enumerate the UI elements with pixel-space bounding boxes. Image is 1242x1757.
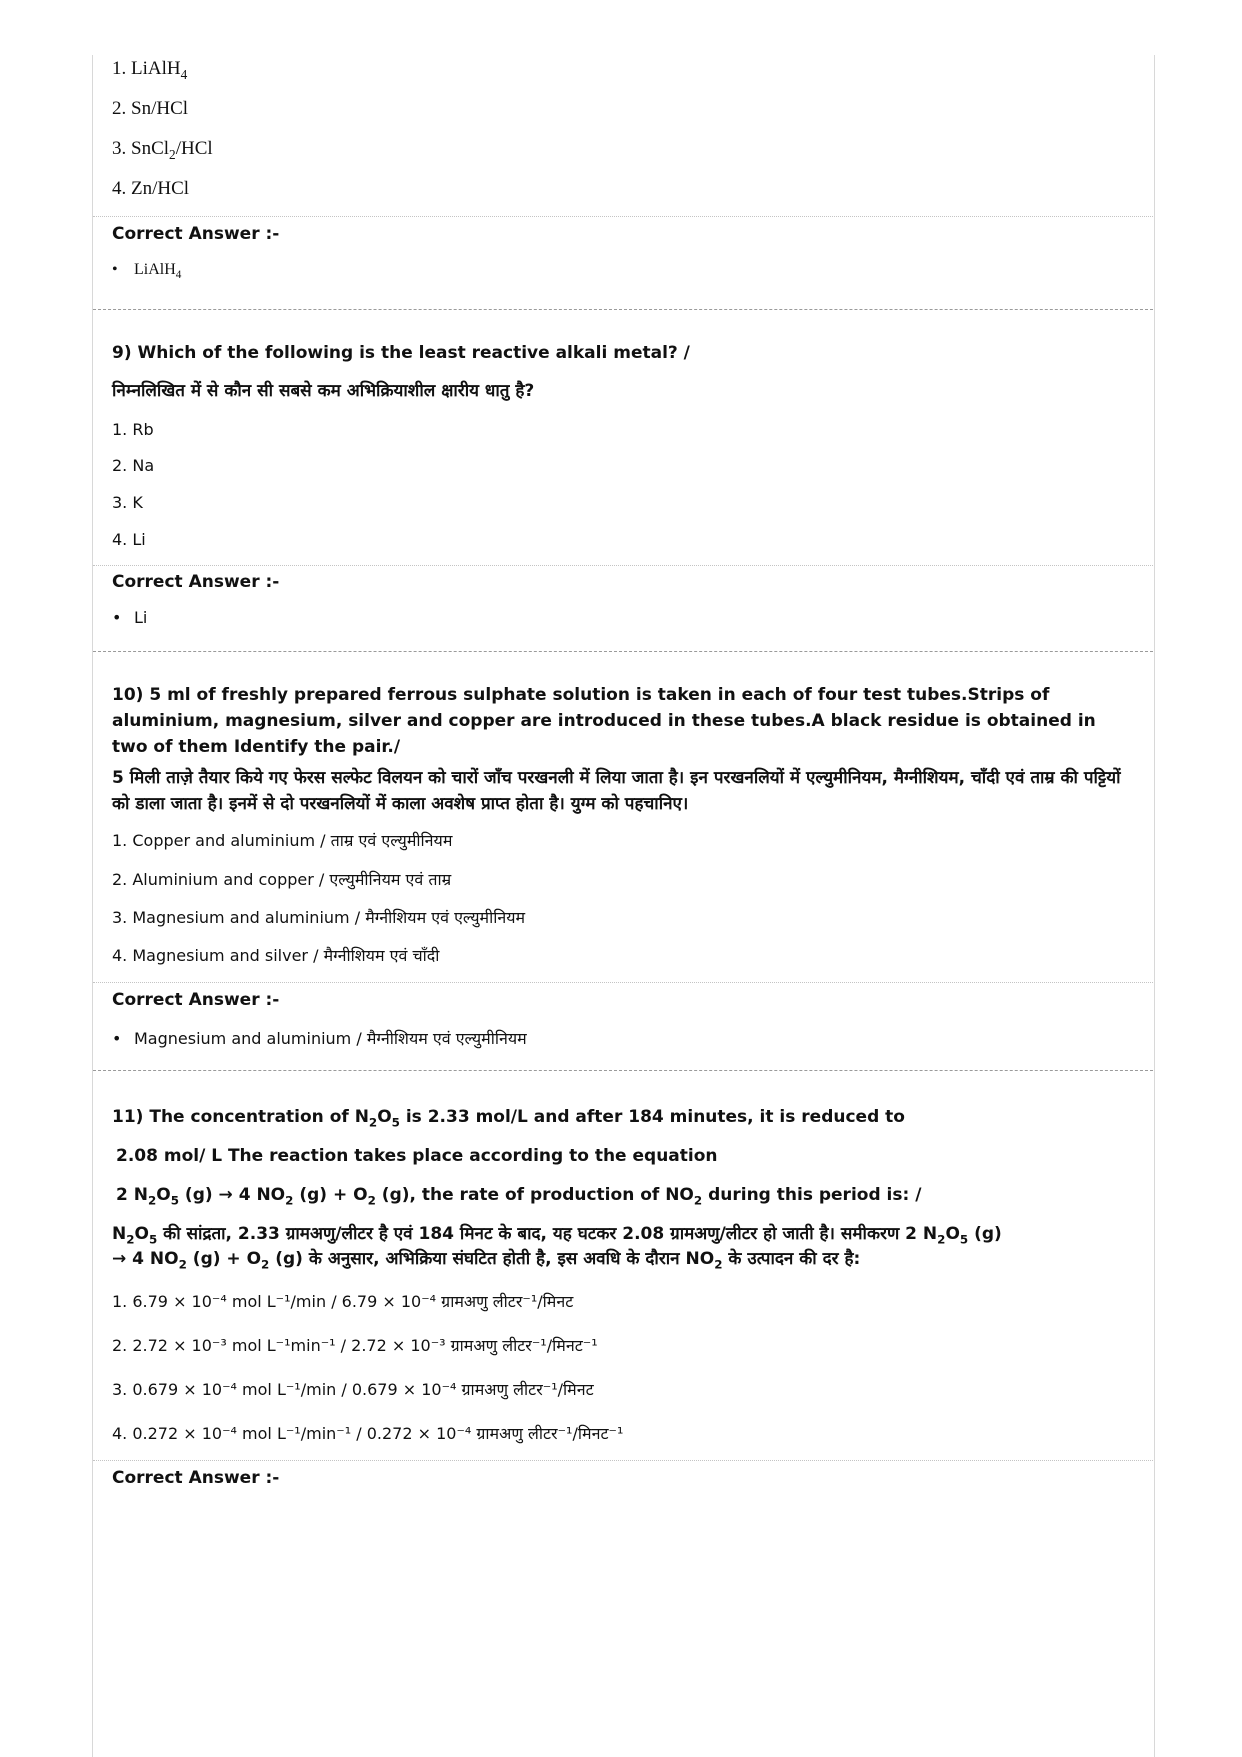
- divider: [93, 1460, 1153, 1461]
- q11-option-3: 3. 0.679 × 10⁻⁴ mol L⁻¹/min / 0.679 × 10⁻⁴ ग्रामअणु लीटर⁻¹/मिनट: [112, 1380, 594, 1399]
- q9-answer: • Li: [112, 608, 148, 627]
- q8-option-3: 3. SnCl$_2$/HCl: [112, 138, 213, 162]
- q9-option-2: 2. Na: [112, 456, 155, 475]
- q9-option-3: 3. K: [112, 493, 143, 512]
- q8-option-1: 1. LiAlH$_4$: [112, 58, 188, 82]
- q11-correct-label: Correct Answer :-: [112, 1468, 280, 1488]
- q10-option-4: 4. Magnesium and silver / मैग्नीशियम एवं चाँदी: [112, 946, 440, 965]
- q11-question-line1: 11) The concentration of $N_2O_5$ is 2.33 mol/L and after 184 minutes, it is reduced to: [112, 1107, 905, 1130]
- question-separator: [93, 309, 1153, 310]
- divider: [93, 982, 1153, 983]
- q9-question: 9) Which of the following is the least reactive alkali metal? /: [112, 343, 690, 363]
- q10-option-2: 2. Aluminium and copper / एल्युमीनियम एवं ताम्र: [112, 870, 452, 889]
- q8-option-2: 2. Sn/HCl: [112, 98, 189, 119]
- q11-question-hindi-line2: → 4 $NO_2$ $(g) + O_2$ (g) के अनुसार, अभिक्रिया संघटित होती है, इस अवधि के दौरान $NO_2$ के उत्पादन की दर है:: [112, 1249, 861, 1272]
- q9-question-hindi: निम्नलिखित में से कौन सी सबसे कम अभिक्रियाशील क्षारीय धातु है?: [112, 381, 535, 401]
- q9-correct-label: Correct Answer :-: [112, 572, 280, 592]
- q11-question-hindi-line1: $N_2O_5$ की सांद्रता, 2.33 ग्रामअणु/लीटर है एवं 184 मिनट के बाद, यह घटकर 2.08 ग्रामअणु/लीटर हो जाती है। समीकरण 2 $N_2O_5$ (g): [112, 1224, 1002, 1247]
- q11-option-2: 2. 2.72 × 10⁻³ mol L⁻¹min⁻¹ / 2.72 × 10⁻³ ग्रामअणु लीटर⁻¹/मिनट⁻¹: [112, 1336, 598, 1355]
- q10-option-3: 3. Magnesium and aluminium / मैग्नीशियम एवं एल्युमीनियम: [112, 908, 526, 927]
- q10-question-hindi: 5 मिली ताज़े तैयार किये गए फेरस सल्फेट विलयन को चारों जाँच परखनली में लिया जाता है। इन परखनलियों में एल्युमीनियम, मैग्नीशियम, चाँदी एवं ताम्र की पट्टियों को डाला जाता है। इनमें से दो परखनलियों में काला अवशेष प्राप्त होता है। युग्म को पहचानिए।: [112, 768, 1121, 814]
- q11-option-1: 1. 6.79 × 10⁻⁴ mol L⁻¹/min / 6.79 × 10⁻⁴ ग्रामअणु लीटर⁻¹/मिनट: [112, 1292, 574, 1311]
- q9-option-4: 4. Li: [112, 530, 146, 549]
- divider: [93, 565, 1153, 566]
- q11-option-4: 4. 0.272 × 10⁻⁴ mol L⁻¹/min⁻¹ / 0.272 × 10⁻⁴ ग्रामअणु लीटर⁻¹/मिनट⁻¹: [112, 1424, 624, 1443]
- q11-question-line3: 2 $N_2O_5$ (g) → 4 $NO_2$ $(g) + O_2$ (g), the rate of production of $NO_2$ during this period is: /: [116, 1185, 922, 1208]
- q8-answer: • LiAlH$_4$: [112, 261, 182, 282]
- q10-answer: • Magnesium and aluminium / मैग्नीशियम एवं एल्युमीनियम: [112, 1029, 527, 1048]
- q11-question-line2: 2.08 mol/ L The reaction takes place according to the equation: [116, 1146, 718, 1166]
- q10-option-1: 1. Copper and aluminium / ताम्र एवं एल्युमीनियम: [112, 831, 453, 850]
- q8-correct-label: Correct Answer :-: [112, 224, 280, 244]
- question-separator: [93, 651, 1153, 652]
- q10-correct-label: Correct Answer :-: [112, 990, 280, 1010]
- question-separator: [93, 1070, 1153, 1071]
- q9-option-1: 1. Rb: [112, 420, 154, 439]
- q10-question: 10) 5 ml of freshly prepared ferrous sulphate solution is taken in each of four test tubes.Strips of aluminium, magnesium, silver and copper are introduced in these tubes.A black residue is obtained in two of them Identify the pair./: [112, 685, 1096, 757]
- divider: [93, 216, 1153, 217]
- q8-option-4: 4. Zn/HCl: [112, 178, 190, 199]
